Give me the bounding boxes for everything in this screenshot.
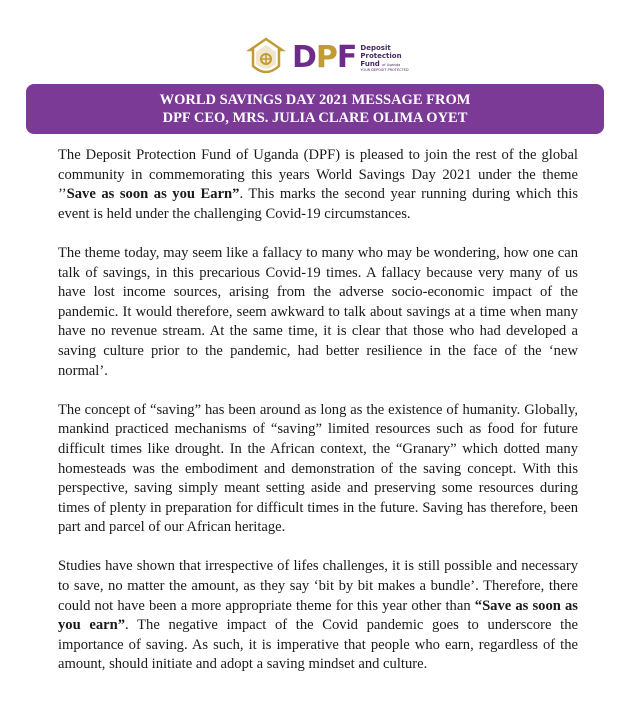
- banner-line-1: WORLD SAVINGS DAY 2021 MESSAGE FROM: [159, 92, 471, 108]
- theme-bold-text: Save as soon as you Earn”: [66, 186, 240, 203]
- title-banner: [26, 84, 604, 134]
- banner-line-2: DPF CEO, MRS. JULIA CLARE OLIMA OYET: [162, 110, 468, 126]
- paragraph-4: [58, 557, 578, 675]
- logo-caption-line: Protection: [360, 51, 402, 60]
- logo-caption-line: Fund: [360, 59, 380, 68]
- theme-bold-text: “Save as soon as you earn”: [58, 597, 578, 634]
- house-shield-emblem-icon: [246, 36, 286, 80]
- dpf-logo: [246, 36, 409, 80]
- paragraph-text: . The negative impact of the Covid pandemic goes to underscore the importance of saving. As such, it is imperative that people who earn, regardless of the amount, should initiate and adopt a saving mindset and culture.: [58, 617, 578, 673]
- logo-caption-line: Deposit: [360, 43, 391, 52]
- paragraph-text: Studies have shown that irrespective of lifes challenges, it is still possible and necessary to save, no matter the amount, as they say ‘bit by bit makes a bundle’. Therefore, there could not have been a more appropriate theme for this year other than: [58, 558, 578, 614]
- logo-letter-p: P: [315, 40, 337, 75]
- paragraph-text: The Deposit Protection Fund of Uganda (DPF) is pleased to join the rest of the global community in commemorating this years World Savings Day 2021 under the theme ’’: [58, 147, 578, 203]
- paragraph-2: The theme today, may seem like a fallacy to many who may be wondering, how one can talk of savings, in this precarious Covid-19 times. A fallacy because very many of us have lost income sources, arising from the adverse socio-economic impact of the pandemic. It would therefore, seem awkward to talk about savings at a time when many have no revenue stream. At the same time, it is clear that those who had developed a saving culture prior to the pandemic, had better resilience in the face of the ‘new normal’.: [58, 244, 578, 379]
- paragraph-text: . This marks the second year running during which this event is held under the challenging Covid-19 circumstances.: [58, 186, 578, 222]
- logo-caption: [360, 44, 408, 73]
- logo-wordmark: [292, 40, 357, 75]
- paragraph-3: The concept of “saving” has been around as long as the existence of humanity. Globally, mankind practiced mechanisms of “saving” limited resources such as food for future difficult times like drought. In the African context, the “Granary” which dotted many homesteads was the embodiment and demonstration of the saving concept. With this perspective, saving simply meant setting aside and preserving some resources during times of plenty in preparation for difficult times in the future. Saving has therefore, been part and parcel of our African heritage.: [58, 401, 578, 536]
- logo-tagline: YOUR DEPOSIT PROTECTED: [360, 67, 409, 72]
- message-body: [58, 146, 578, 695]
- logo-caption-line: of Uganda: [382, 62, 401, 67]
- logo-letter-d: D: [292, 40, 316, 75]
- paragraph-1: [58, 146, 578, 224]
- logo-letter-f: F: [336, 40, 357, 75]
